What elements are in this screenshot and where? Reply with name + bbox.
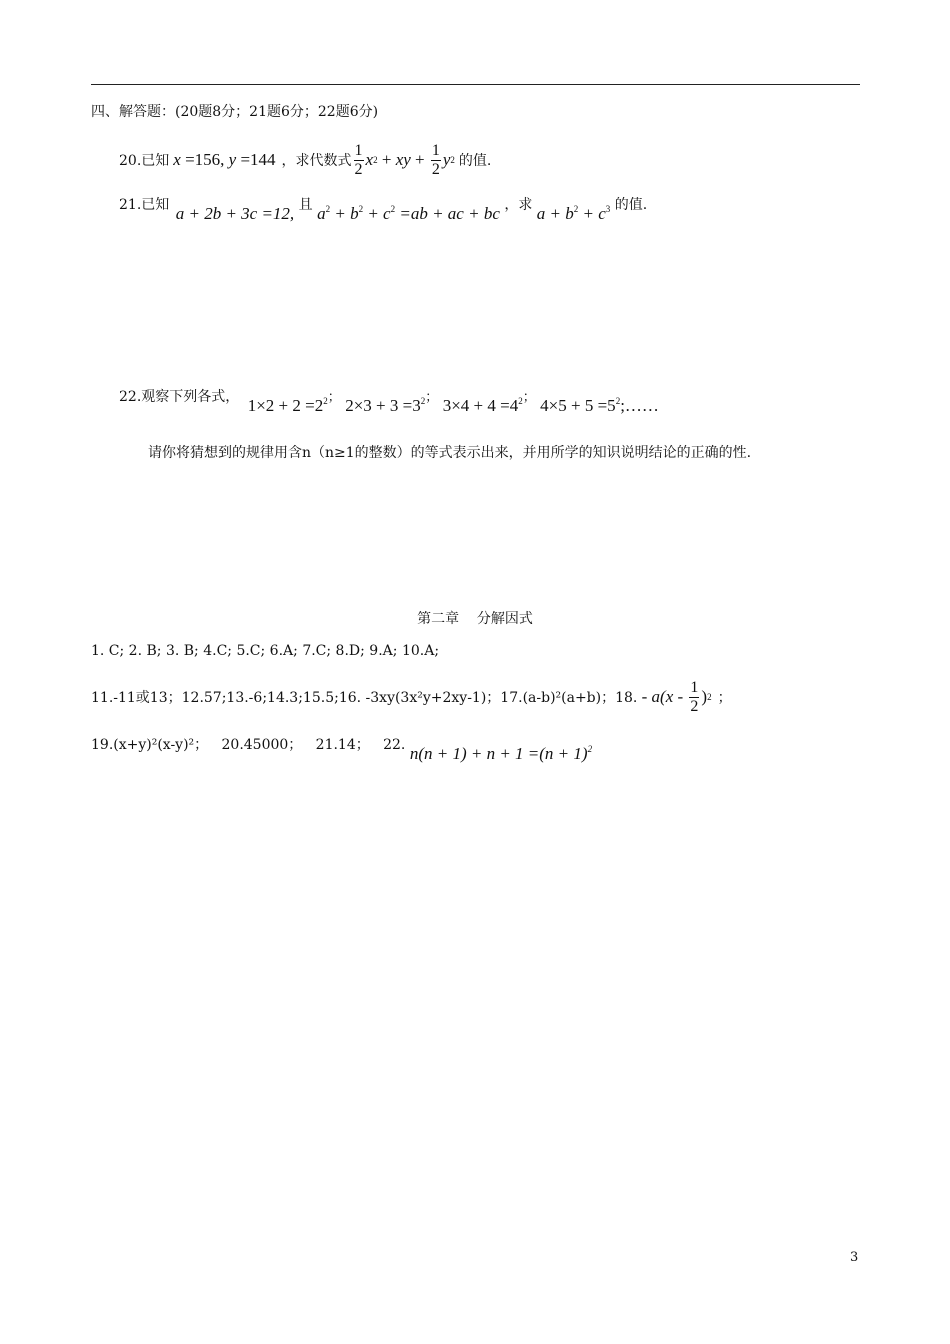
q20-fraction-1: $\frac{1}{2}$ <box>354 141 363 178</box>
q22-equation-3: $3\times 4 + 4 =4^2$ <box>442 396 523 415</box>
q21-condition-2: $a^2 + b^2 + c^2 =ab$ + ac + bc <box>317 204 500 223</box>
q20-tail: 的值. <box>458 153 492 169</box>
q21-condition-1: a + 2b + 3c =12, <box>175 204 295 223</box>
q20-fraction-2: $\frac{1}{2}$ <box>431 141 440 178</box>
question-22: 22.观察下列各式， $1\times 2 + 2 =2^2$； $2\times 3 + 3 =3^2$； $3\times 4 + 4 =4^2$； $4\times 5 + 5 =5^2;\dots\dots$ <box>119 389 659 415</box>
q21-target: $a + b^2 + c^3$ <box>536 204 611 223</box>
q21-label: 21.已知 <box>119 197 170 213</box>
q22-label: 22.观察下列各式， <box>119 389 240 405</box>
q22-instruction: 请你将猜想到的规律用含n（n≥1的整数）的等式表示出来，并用所学的知识说明结论的正确的性. <box>148 445 752 461</box>
q20-text: ，求代数式 <box>281 153 352 169</box>
answer-18-expression: - a (x - $\frac{1}{2}$ ) 2 <box>637 678 712 715</box>
q21-and: 且 <box>298 197 313 213</box>
answer-18-fraction: $\frac{1}{2}$ <box>690 678 699 715</box>
q22-equation-1: $1\times 2 + 2 =2^2$ <box>247 396 328 415</box>
question-21 <box>119 194 648 223</box>
answer-22-expression: $n(n + 1) + n + 1 =(n + 1)^2$ <box>409 744 593 763</box>
question-20 <box>119 140 491 180</box>
q21-comma: ，求 <box>504 197 533 213</box>
page-number: 3 <box>850 1250 859 1265</box>
answers-line-2: 11.-11或13；12.57;13.-6;14.3;15.5;16. -3xy(3x²y+2xy-1)；17.(a-b)²(a+b)；18. - a (x - $\frac{1}{2}$ ) 2 ； <box>91 678 732 715</box>
answers-line-1: 1. C; 2. B; 3. B; 4.C; 5.C; 6.A; 7.C; 8.D; 9.A; 10.A; <box>91 643 440 659</box>
q21-tail: 的值. <box>614 197 648 213</box>
header-rule <box>91 84 860 85</box>
q22-equation-2: $2\times 3 + 3 =3^2$ <box>345 396 426 415</box>
q20-expression: $\frac{1}{2}$ x 2 + xy + $\frac{1}{2}$ y 2 <box>354 141 455 178</box>
section-title: 四、解答题：(20题8分；21题6分；22题6分) <box>91 104 379 120</box>
q20-label: 20.已知 <box>119 153 170 169</box>
chapter-title: 第二章 分解因式 <box>417 611 533 627</box>
q22-equation-4: $4\times 5 + 5 =5^2;\dots\dots$ <box>540 396 659 415</box>
answers-line-3: 19.(x+y)²(x-y)²； 20.45000； 21.14； 22. $n(n + 1) + n + 1 =(n + 1)^2$ <box>91 737 593 763</box>
q20-condition: x =156, y =144 <box>173 150 276 169</box>
